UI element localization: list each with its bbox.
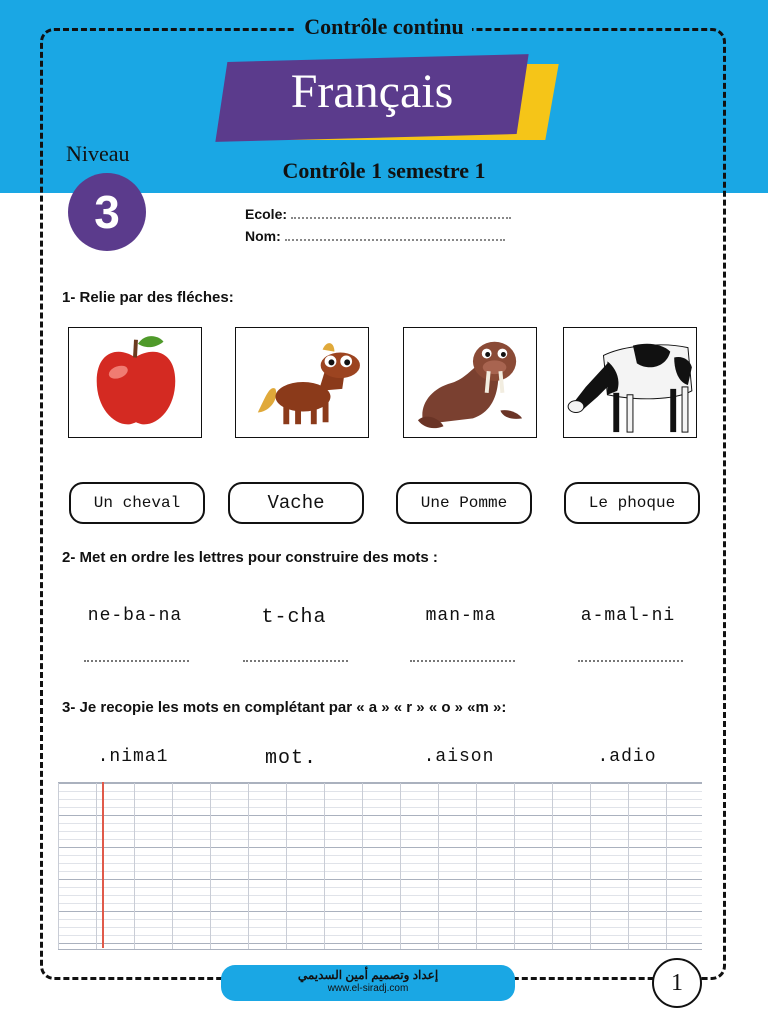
subject-title: Français: [290, 65, 454, 118]
exercise-1-title: 1- Relie par des fléches:: [62, 289, 234, 306]
footer-credit: [221, 965, 515, 1001]
ecole-label: Ecole:: [245, 206, 288, 222]
answer-blank-2[interactable]: [243, 650, 348, 662]
scrambled-word-1: ne-ba-na: [87, 606, 183, 626]
answer-blank-4[interactable]: [578, 650, 683, 662]
writing-lines[interactable]: [58, 782, 702, 950]
copy-word-4: .adio: [597, 747, 657, 767]
exercise-2-title: 2- Met en ordre les lettres pour construire des mots :: [62, 549, 438, 566]
picture-horse[interactable]: [235, 327, 369, 438]
scrambled-word-4: a-mal-ni: [580, 606, 676, 626]
copy-word-1: .nima1: [97, 747, 169, 767]
test-subtitle: Contrôle 1 semestre 1: [282, 158, 486, 183]
apple-icon: [69, 328, 201, 437]
answer-blank-3[interactable]: [410, 650, 515, 662]
ecole-blank[interactable]: [291, 207, 511, 219]
margin-line: [102, 782, 104, 948]
word-card-2[interactable]: Vache: [228, 482, 364, 524]
picture-apple[interactable]: [68, 327, 202, 438]
horse-icon: [236, 328, 368, 437]
nom-field[interactable]: [245, 228, 511, 250]
word-card-3[interactable]: Une Pomme: [396, 482, 532, 524]
credit-text: إعداد وتصميم أمين السديمي: [297, 968, 439, 982]
cow-icon: [564, 328, 696, 437]
walrus-icon: [404, 328, 536, 437]
ecole-field[interactable]: [245, 206, 511, 228]
scrambled-word-2: t-cha: [261, 606, 327, 629]
page-number: 1: [652, 958, 702, 1008]
exercise-3-title: 3- Je recopie les mots en complétant par « a » « r » « o » «m »:: [62, 699, 507, 716]
scrambled-word-3: man-ma: [425, 606, 497, 626]
page-header-title: Contrôle continu: [0, 14, 768, 40]
picture-cow[interactable]: [563, 327, 697, 438]
niveau-number: 3: [68, 173, 146, 251]
answer-blank-1[interactable]: [84, 650, 189, 662]
copy-word-3: .aison: [423, 747, 495, 767]
nom-label: Nom:: [245, 228, 281, 244]
student-info: [245, 206, 511, 250]
word-card-4[interactable]: Le phoque: [564, 482, 700, 524]
word-card-1[interactable]: Un cheval: [69, 482, 205, 524]
niveau-label: Niveau: [66, 141, 130, 166]
nom-blank[interactable]: [285, 229, 505, 241]
copy-word-2: mot.: [264, 747, 317, 770]
website-link[interactable]: www.el-siradj.com: [327, 983, 409, 994]
picture-walrus[interactable]: [403, 327, 537, 438]
